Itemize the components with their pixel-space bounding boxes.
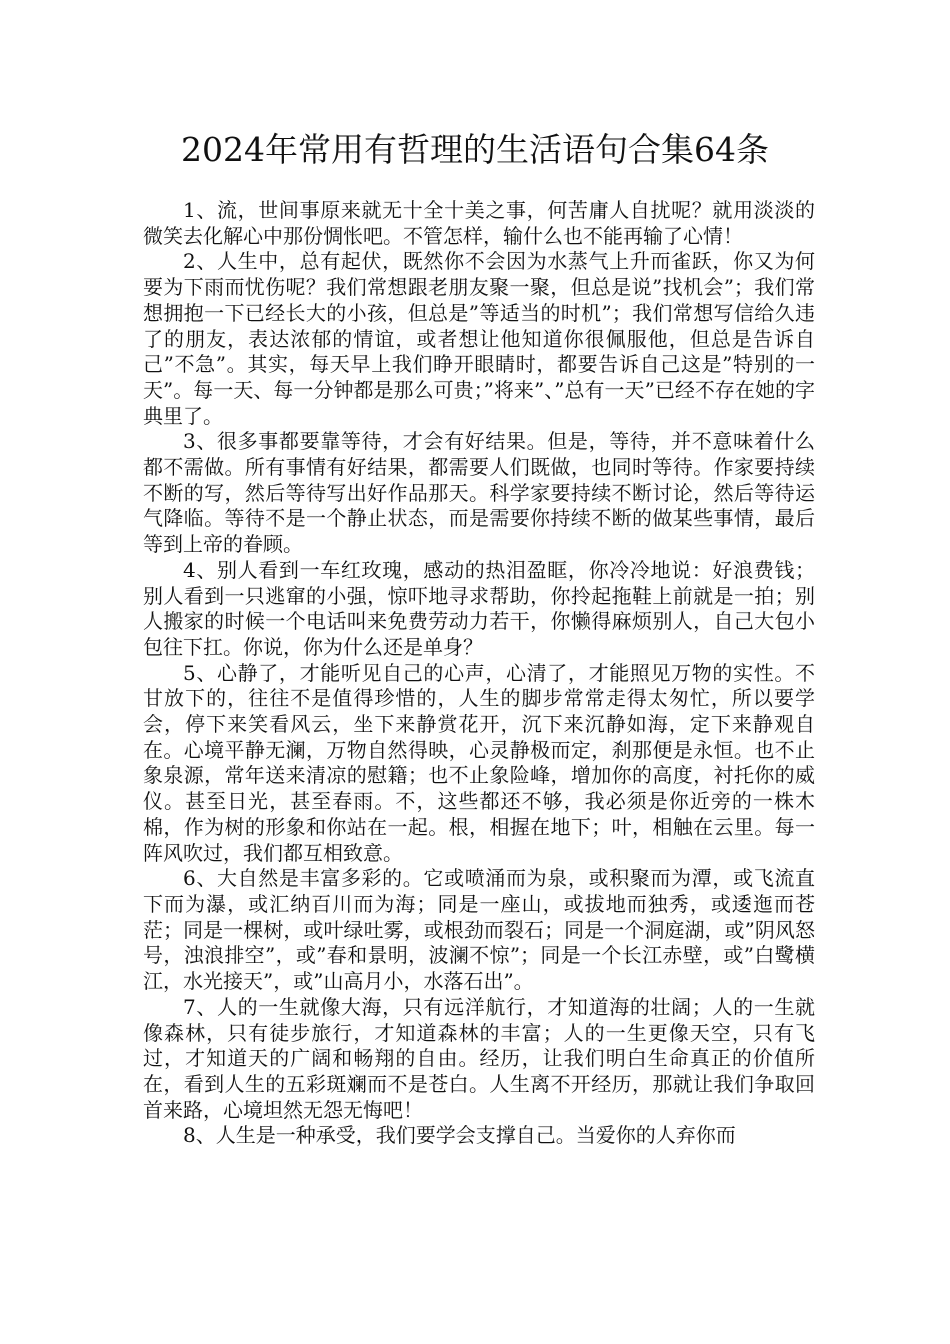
- paragraph-6: 6、大自然是丰富多彩的。它或喷涌而为泉，或积聚而为潭，或飞流直下而为瀑，或汇纳百川而为海；同是一座山，或拔地而独秀，或逶迤而苍茫；同是一棵树，或叶绿吐雾，或根劲而裂石；同是一个洞庭湖，或”阴风怒号，浊浪排空”，或”春和景明，波澜不惊”；同是一个长江赤壁，或”白鹭横江，水光接天”，或”山高月小，水落石出”。: [143, 866, 815, 994]
- paragraph-1: 1、流，世间事原来就无十全十美之事，何苦庸人自扰呢？就用淡淡的微笑去化解心中那份惆怅吧。不管怎样，输什么也不能再输了心情！: [143, 198, 815, 248]
- paragraph-4: 4、别人看到一车红玫瑰，感动的热泪盈眶，你冷冷地说：好浪费钱；别人看到一只逃窜的小强，惊吓地寻求帮助，你拎起拖鞋上前就是一拍；别人搬家的时候一个电话叫来免费劳动力若干，你懒得麻烦别人，自己大包小包往下扛。你说，你为什么还是单身？: [143, 557, 815, 659]
- paragraph-8: 8、人生是一种承受，我们要学会支撑自己。当爱你的人弃你而: [183, 1123, 736, 1148]
- document-body: [143, 198, 815, 1149]
- paragraph-7: 7、人的一生就像大海，只有远洋航行，才知道海的壮阔；人的一生就像森林，只有徒步旅行，才知道森林的丰富；人的一生更像天空，只有飞过，才知道天的广阔和畅翔的自由。经历，让我们明白生命真正的价值所在，看到人生的五彩斑斓而不是苍白。人生离不开经历，那就让我们争取回首来路，心境坦然无怨无悔吧！: [143, 994, 815, 1122]
- paragraph-2: 2、人生中，总有起伏，既然你不会因为水蒸气上升而雀跃，你又为何要为下雨而忧伤呢？我们常想跟老朋友聚一聚，但总是说”找机会”；我们常想拥抱一下已经长大的小孩，但总是”等适当的时机”；我们常想写信给久违了的朋友，表达浓郁的情谊，或者想让他知道你很佩服他，但总是告诉自己”不急”。其实，每天早上我们睁开眼睛时，都要告诉自己这是”特别的一天”。每一天、每一分钟都是那么可贵；”将来”、”总有一天”已经不存在她的字典里了。: [143, 249, 815, 428]
- paragraph-3: 3、很多事都要靠等待，才会有好结果。但是，等待，并不意味着什么都不需做。所有事情有好结果，都需要人们既做，也同时等待。作家要持续不断的写，然后等待写出好作品那天。科学家要持续不断讨论，然后等待运气降临。等待不是一个静止状态，而是需要你持续不断的做某些事情，最后等到上帝的眷顾。: [143, 429, 815, 557]
- document-title: 2024年常用有哲理的生活语句合集64条: [181, 130, 769, 169]
- paragraph-5: 5、心静了，才能听见自己的心声，心清了，才能照见万物的实性。不甘放下的，往往不是值得珍惜的，人生的脚步常常走得太匆忙，所以要学会，停下来笑看风云，坐下来静赏花开，沉下来沉静如海，定下来静观自在。心境平静无澜，万物自然得映，心灵静极而定，刹那便是永恒。也不止象泉源，常年送来清凉的慰籍；也不止象险峰，增加你的高度，衬托你的威仪。甚至日光，甚至春雨。不，这些都还不够，我必须是你近旁的一株木棉，作为树的形象和你站在一起。根，相握在地下；叶，相触在云里。每一阵风吹过，我们都互相致意。: [143, 660, 815, 865]
